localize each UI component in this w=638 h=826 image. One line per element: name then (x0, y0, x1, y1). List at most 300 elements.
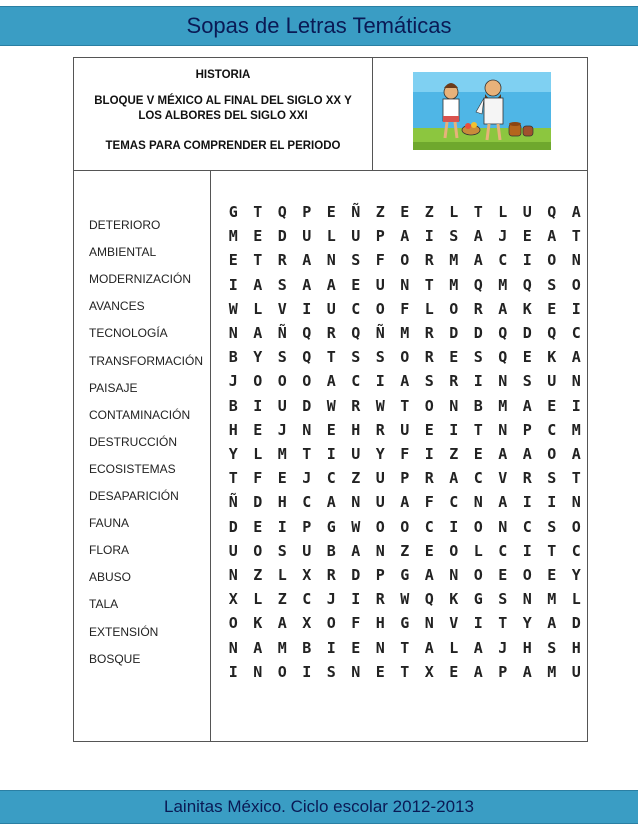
grid-letter[interactable]: N (326, 251, 336, 270)
grid-letter[interactable]: K (522, 299, 532, 318)
grid-letter[interactable]: B (228, 348, 238, 367)
grid-letter[interactable]: O (547, 251, 557, 270)
grid-letter[interactable]: E (277, 469, 287, 488)
grid-letter[interactable]: C (449, 493, 459, 512)
grid-letter[interactable]: H (277, 493, 287, 512)
grid-letter[interactable]: I (277, 517, 287, 536)
grid-letter[interactable]: S (277, 541, 287, 560)
grid-letter[interactable]: N (473, 493, 483, 512)
grid-letter[interactable]: I (351, 590, 361, 609)
grid-letter[interactable]: B (473, 396, 483, 415)
grid-letter[interactable]: R (375, 590, 385, 609)
grid-letter[interactable]: K (547, 348, 557, 367)
grid-letter[interactable]: R (277, 251, 287, 270)
grid-letter[interactable]: Z (375, 203, 385, 221)
grid-letter[interactable]: S (277, 275, 287, 294)
grid-letter[interactable]: X (302, 614, 312, 633)
grid-letter[interactable]: U (302, 541, 312, 560)
grid-letter[interactable]: D (277, 227, 287, 246)
grid-letter[interactable]: I (571, 299, 581, 318)
grid-letter[interactable]: U (375, 469, 385, 488)
grid-letter[interactable]: N (449, 396, 459, 415)
grid-letter[interactable]: A (522, 396, 532, 415)
grid-letter[interactable]: G (400, 566, 410, 584)
grid-letter[interactable]: E (522, 348, 532, 367)
grid-letter[interactable]: A (351, 541, 361, 560)
grid-letter[interactable]: N (424, 614, 434, 633)
grid-letter[interactable]: U (351, 227, 361, 246)
grid-letter[interactable]: I (228, 275, 238, 294)
grid-letter[interactable]: S (277, 348, 287, 367)
grid-letter[interactable]: V (498, 469, 508, 488)
grid-letter[interactable]: E (326, 420, 336, 439)
grid-letter[interactable]: J (498, 638, 508, 657)
grid-letter[interactable]: E (424, 420, 434, 439)
grid-letter[interactable]: F (253, 469, 263, 488)
grid-letter[interactable]: L (253, 445, 263, 463)
grid-letter[interactable]: I (473, 372, 483, 391)
grid-letter[interactable]: N (498, 420, 508, 439)
grid-letter[interactable]: T (571, 469, 581, 488)
grid-letter[interactable]: E (351, 275, 361, 294)
grid-letter[interactable]: M (571, 420, 581, 439)
grid-letter[interactable]: I (424, 227, 434, 246)
grid-letter[interactable]: Z (253, 566, 263, 584)
grid-letter[interactable]: O (424, 396, 434, 415)
grid-letter[interactable]: L (498, 203, 508, 221)
grid-letter[interactable]: A (473, 638, 483, 657)
grid-letter[interactable]: I (326, 445, 336, 463)
grid-letter[interactable]: C (326, 469, 336, 488)
grid-letter[interactable]: A (424, 638, 434, 657)
grid-letter[interactable]: V (449, 614, 459, 633)
grid-letter[interactable]: O (228, 614, 238, 633)
grid-letter[interactable]: M (449, 251, 459, 270)
grid-letter[interactable]: O (473, 517, 483, 536)
grid-letter[interactable]: P (522, 420, 532, 439)
grid-letter[interactable]: A (326, 372, 336, 391)
grid-letter[interactable]: D (351, 566, 361, 584)
grid-letter[interactable]: N (375, 541, 385, 560)
grid-letter[interactable]: H (571, 638, 581, 657)
grid-letter[interactable]: P (375, 227, 385, 246)
grid-letter[interactable]: E (253, 420, 263, 439)
grid-letter[interactable]: A (424, 566, 434, 584)
grid-letter[interactable]: U (400, 420, 410, 439)
grid-letter[interactable]: V (277, 299, 287, 318)
grid-letter[interactable]: Q (351, 324, 361, 342)
grid-letter[interactable]: Y (253, 348, 263, 367)
grid-letter[interactable]: A (547, 614, 557, 633)
grid-letter[interactable]: Q (277, 203, 287, 221)
grid-letter[interactable]: C (571, 541, 581, 560)
grid-letter[interactable]: S (351, 348, 361, 367)
grid-letter[interactable]: F (375, 251, 385, 270)
grid-letter[interactable]: Q (498, 348, 508, 367)
grid-letter[interactable]: H (522, 638, 532, 657)
grid-letter[interactable]: E (522, 227, 532, 246)
grid-letter[interactable]: A (571, 445, 581, 463)
grid-letter[interactable]: E (547, 566, 557, 584)
grid-letter[interactable]: F (351, 614, 361, 633)
grid-letter[interactable]: T (253, 251, 263, 270)
grid-letter[interactable]: J (326, 590, 336, 609)
grid-letter[interactable]: C (522, 517, 532, 536)
grid-letter[interactable]: N (351, 493, 361, 512)
grid-letter[interactable]: W (400, 590, 410, 609)
grid-letter[interactable]: A (302, 251, 312, 270)
grid-letter[interactable]: E (375, 662, 385, 681)
grid-letter[interactable]: O (277, 372, 287, 391)
grid-letter[interactable]: Z (424, 203, 434, 221)
grid-letter[interactable]: E (253, 227, 263, 246)
grid-letter[interactable]: O (571, 517, 581, 536)
grid-letter[interactable]: E (228, 251, 238, 270)
grid-letter[interactable]: Y (522, 614, 532, 633)
grid-letter[interactable]: N (351, 662, 361, 681)
grid-letter[interactable]: I (375, 372, 385, 391)
grid-letter[interactable]: A (400, 372, 410, 391)
grid-letter[interactable]: J (277, 420, 287, 439)
grid-letter[interactable]: R (424, 251, 434, 270)
grid-letter[interactable]: O (571, 275, 581, 294)
grid-letter[interactable]: I (424, 445, 434, 463)
grid-letter[interactable]: P (302, 517, 312, 536)
grid-letter[interactable]: S (473, 348, 483, 367)
grid-letter[interactable]: Y (571, 566, 581, 584)
grid-letter[interactable]: O (302, 372, 312, 391)
grid-letter[interactable]: F (424, 493, 434, 512)
grid-letter[interactable]: E (449, 348, 459, 367)
grid-letter[interactable]: L (449, 638, 459, 657)
grid-letter[interactable]: E (326, 203, 336, 221)
grid-letter[interactable]: A (253, 275, 263, 294)
grid-letter[interactable]: B (302, 638, 312, 657)
grid-letter[interactable]: O (400, 251, 410, 270)
grid-letter[interactable]: Z (351, 469, 361, 488)
grid-letter[interactable]: Z (277, 590, 287, 609)
grid-letter[interactable]: I (522, 541, 532, 560)
grid-letter[interactable]: O (449, 299, 459, 318)
grid-letter[interactable]: F (400, 299, 410, 318)
grid-letter[interactable]: N (375, 638, 385, 657)
grid-letter[interactable]: Q (473, 275, 483, 294)
grid-letter[interactable]: D (522, 324, 532, 342)
grid-letter[interactable]: S (326, 662, 336, 681)
grid-letter[interactable]: T (473, 420, 483, 439)
grid-letter[interactable]: T (228, 469, 238, 488)
grid-letter[interactable]: O (449, 541, 459, 560)
grid-letter[interactable]: I (449, 517, 459, 536)
grid-letter[interactable]: T (571, 227, 581, 246)
grid-letter[interactable]: R (424, 348, 434, 367)
grid-letter[interactable]: Q (302, 324, 312, 342)
grid-letter[interactable]: C (498, 541, 508, 560)
grid-letter[interactable]: A (498, 299, 508, 318)
grid-letter[interactable]: Q (547, 324, 557, 342)
grid-letter[interactable]: D (302, 396, 312, 415)
grid-letter[interactable]: Ñ (351, 203, 361, 221)
grid-letter[interactable]: S (547, 638, 557, 657)
grid-letter[interactable]: M (498, 275, 508, 294)
grid-letter[interactable]: M (547, 662, 557, 681)
grid-letter[interactable]: S (351, 251, 361, 270)
grid-letter[interactable]: N (571, 251, 581, 270)
grid-letter[interactable]: J (498, 227, 508, 246)
grid-letter[interactable]: W (375, 396, 385, 415)
grid-letter[interactable]: C (498, 251, 508, 270)
grid-letter[interactable]: R (424, 324, 434, 342)
grid-letter[interactable]: O (326, 614, 336, 633)
grid-letter[interactable]: L (326, 227, 336, 246)
grid-letter[interactable]: A (522, 445, 532, 463)
grid-letter[interactable]: X (228, 590, 238, 609)
grid-letter[interactable]: A (400, 227, 410, 246)
grid-letter[interactable]: E (473, 445, 483, 463)
grid-letter[interactable]: C (547, 420, 557, 439)
grid-letter[interactable]: A (473, 227, 483, 246)
grid-letter[interactable]: I (522, 251, 532, 270)
grid-letter[interactable]: I (228, 662, 238, 681)
grid-letter[interactable]: I (473, 614, 483, 633)
grid-letter[interactable]: N (400, 275, 410, 294)
grid-letter[interactable]: T (302, 445, 312, 463)
grid-letter[interactable]: E (400, 203, 410, 221)
grid-letter[interactable]: S (498, 590, 508, 609)
grid-letter[interactable]: Y (228, 445, 238, 463)
grid-letter[interactable]: T (400, 662, 410, 681)
grid-letter[interactable]: S (547, 517, 557, 536)
grid-letter[interactable]: W (228, 299, 238, 318)
grid-letter[interactable]: I (253, 396, 263, 415)
grid-letter[interactable]: C (351, 299, 361, 318)
grid-letter[interactable]: S (547, 469, 557, 488)
grid-letter[interactable]: A (449, 469, 459, 488)
grid-letter[interactable]: U (326, 299, 336, 318)
grid-letter[interactable]: S (449, 227, 459, 246)
grid-letter[interactable]: S (424, 372, 434, 391)
grid-letter[interactable]: M (228, 227, 238, 246)
grid-letter[interactable]: R (326, 566, 336, 584)
grid-letter[interactable]: S (522, 372, 532, 391)
grid-letter[interactable]: U (547, 372, 557, 391)
grid-letter[interactable]: T (498, 614, 508, 633)
grid-letter[interactable]: L (571, 590, 581, 609)
grid-letter[interactable]: L (253, 590, 263, 609)
grid-letter[interactable]: U (228, 541, 238, 560)
grid-letter[interactable]: I (326, 638, 336, 657)
grid-letter[interactable]: G (400, 614, 410, 633)
grid-letter[interactable]: L (424, 299, 434, 318)
grid-letter[interactable]: R (351, 396, 361, 415)
grid-letter[interactable]: W (326, 396, 336, 415)
grid-letter[interactable]: M (400, 324, 410, 342)
grid-letter[interactable]: G (228, 203, 238, 221)
grid-letter[interactable]: B (326, 541, 336, 560)
grid-letter[interactable]: A (473, 662, 483, 681)
grid-letter[interactable]: H (351, 420, 361, 439)
grid-letter[interactable]: Y (375, 445, 385, 463)
grid-letter[interactable]: I (571, 396, 581, 415)
grid-letter[interactable]: A (253, 324, 263, 342)
grid-letter[interactable]: X (302, 566, 312, 584)
grid-letter[interactable]: A (522, 662, 532, 681)
grid-letter[interactable]: O (400, 348, 410, 367)
grid-letter[interactable]: N (571, 493, 581, 512)
grid-letter[interactable]: A (326, 493, 336, 512)
grid-letter[interactable]: C (351, 372, 361, 391)
grid-letter[interactable]: R (375, 420, 385, 439)
grid-letter[interactable]: N (498, 517, 508, 536)
grid-letter[interactable]: R (449, 372, 459, 391)
grid-letter[interactable]: P (375, 566, 385, 584)
grid-letter[interactable]: H (228, 420, 238, 439)
grid-letter[interactable]: N (228, 566, 238, 584)
grid-letter[interactable]: O (522, 566, 532, 584)
grid-letter[interactable]: L (449, 203, 459, 221)
grid-letter[interactable]: M (277, 638, 287, 657)
grid-letter[interactable]: N (253, 662, 263, 681)
grid-letter[interactable]: E (424, 541, 434, 560)
grid-letter[interactable]: A (571, 348, 581, 367)
grid-letter[interactable]: S (547, 275, 557, 294)
grid-letter[interactable]: E (547, 396, 557, 415)
grid-letter[interactable]: C (302, 493, 312, 512)
grid-letter[interactable]: Q (522, 275, 532, 294)
grid-letter[interactable]: W (351, 517, 361, 536)
grid-letter[interactable]: I (449, 420, 459, 439)
grid-letter[interactable]: A (326, 275, 336, 294)
grid-letter[interactable]: S (375, 348, 385, 367)
grid-letter[interactable]: T (424, 275, 434, 294)
grid-letter[interactable]: D (571, 614, 581, 633)
grid-letter[interactable]: A (473, 251, 483, 270)
grid-letter[interactable]: U (277, 396, 287, 415)
grid-letter[interactable]: C (473, 469, 483, 488)
grid-letter[interactable]: M (449, 275, 459, 294)
grid-letter[interactable]: J (228, 372, 238, 391)
grid-letter[interactable]: O (473, 566, 483, 584)
grid-letter[interactable]: N (302, 420, 312, 439)
grid-letter[interactable]: C (302, 590, 312, 609)
grid-letter[interactable]: D (449, 324, 459, 342)
grid-letter[interactable]: M (547, 590, 557, 609)
grid-letter[interactable]: U (351, 445, 361, 463)
grid-letter[interactable]: O (375, 299, 385, 318)
grid-letter[interactable]: C (571, 324, 581, 342)
grid-letter[interactable]: A (498, 445, 508, 463)
grid-letter[interactable]: R (522, 469, 532, 488)
grid-letter[interactable]: L (253, 299, 263, 318)
grid-letter[interactable]: K (253, 614, 263, 633)
grid-letter[interactable]: A (277, 614, 287, 633)
grid-letter[interactable]: R (326, 324, 336, 342)
grid-letter[interactable]: G (326, 517, 336, 536)
grid-letter[interactable]: N (571, 372, 581, 391)
grid-letter[interactable]: U (302, 227, 312, 246)
grid-letter[interactable]: B (228, 396, 238, 415)
grid-letter[interactable]: E (253, 517, 263, 536)
grid-letter[interactable]: L (473, 541, 483, 560)
grid-letter[interactable]: N (522, 590, 532, 609)
grid-letter[interactable]: A (253, 638, 263, 657)
grid-letter[interactable]: X (424, 662, 434, 681)
grid-letter[interactable]: U (571, 662, 581, 681)
grid-letter[interactable]: Q (498, 324, 508, 342)
grid-letter[interactable]: E (351, 638, 361, 657)
grid-letter[interactable]: R (424, 469, 434, 488)
grid-letter[interactable]: O (375, 517, 385, 536)
grid-letter[interactable]: E (449, 662, 459, 681)
grid-letter[interactable]: K (449, 590, 459, 609)
grid-letter[interactable]: I (522, 493, 532, 512)
grid-letter[interactable]: I (302, 299, 312, 318)
grid-letter[interactable]: O (277, 662, 287, 681)
grid-letter[interactable]: H (375, 614, 385, 633)
grid-letter[interactable]: M (277, 445, 287, 463)
grid-letter[interactable]: Q (302, 348, 312, 367)
grid-letter[interactable]: U (375, 275, 385, 294)
grid-letter[interactable]: L (277, 566, 287, 584)
grid-letter[interactable]: O (547, 445, 557, 463)
grid-letter[interactable]: E (498, 566, 508, 584)
grid-letter[interactable]: Q (547, 203, 557, 221)
grid-letter[interactable]: Z (449, 445, 459, 463)
grid-letter[interactable]: Ñ (228, 493, 238, 512)
grid-letter[interactable]: A (571, 203, 581, 221)
grid-letter[interactable]: N (228, 324, 238, 342)
grid-letter[interactable]: J (302, 469, 312, 488)
grid-letter[interactable]: A (498, 493, 508, 512)
grid-letter[interactable]: U (522, 203, 532, 221)
grid-letter[interactable]: P (400, 469, 410, 488)
grid-letter[interactable]: I (547, 493, 557, 512)
grid-letter[interactable]: F (400, 445, 410, 463)
grid-letter[interactable]: O (400, 517, 410, 536)
grid-letter[interactable]: G (473, 590, 483, 609)
grid-letter[interactable]: R (473, 299, 483, 318)
grid-letter[interactable]: E (547, 299, 557, 318)
grid-letter[interactable]: T (400, 638, 410, 657)
grid-letter[interactable]: P (302, 203, 312, 221)
grid-letter[interactable]: A (547, 227, 557, 246)
grid-letter[interactable]: C (424, 517, 434, 536)
grid-letter[interactable]: T (400, 396, 410, 415)
grid-letter[interactable]: Ñ (277, 324, 287, 342)
grid-letter[interactable]: A (302, 275, 312, 294)
grid-letter[interactable]: Z (400, 541, 410, 560)
grid-letter[interactable]: T (253, 203, 263, 221)
grid-letter[interactable]: N (449, 566, 459, 584)
grid-letter[interactable]: P (498, 662, 508, 681)
grid-letter[interactable]: I (302, 662, 312, 681)
grid-letter[interactable]: N (228, 638, 238, 657)
grid-letter[interactable]: D (253, 493, 263, 512)
grid-letter[interactable]: Ñ (375, 324, 385, 342)
grid-letter[interactable]: N (498, 372, 508, 391)
grid-letter[interactable]: T (473, 203, 483, 221)
grid-letter[interactable]: D (473, 324, 483, 342)
grid-letter[interactable]: O (253, 541, 263, 560)
grid-letter[interactable]: T (547, 541, 557, 560)
grid-letter[interactable]: T (326, 348, 336, 367)
grid-letter[interactable]: A (400, 493, 410, 512)
grid-letter[interactable]: Q (424, 590, 434, 609)
grid-letter[interactable]: M (498, 396, 508, 415)
grid-letter[interactable]: U (375, 493, 385, 512)
grid-letter[interactable]: D (228, 517, 238, 536)
grid-letter[interactable]: O (253, 372, 263, 391)
